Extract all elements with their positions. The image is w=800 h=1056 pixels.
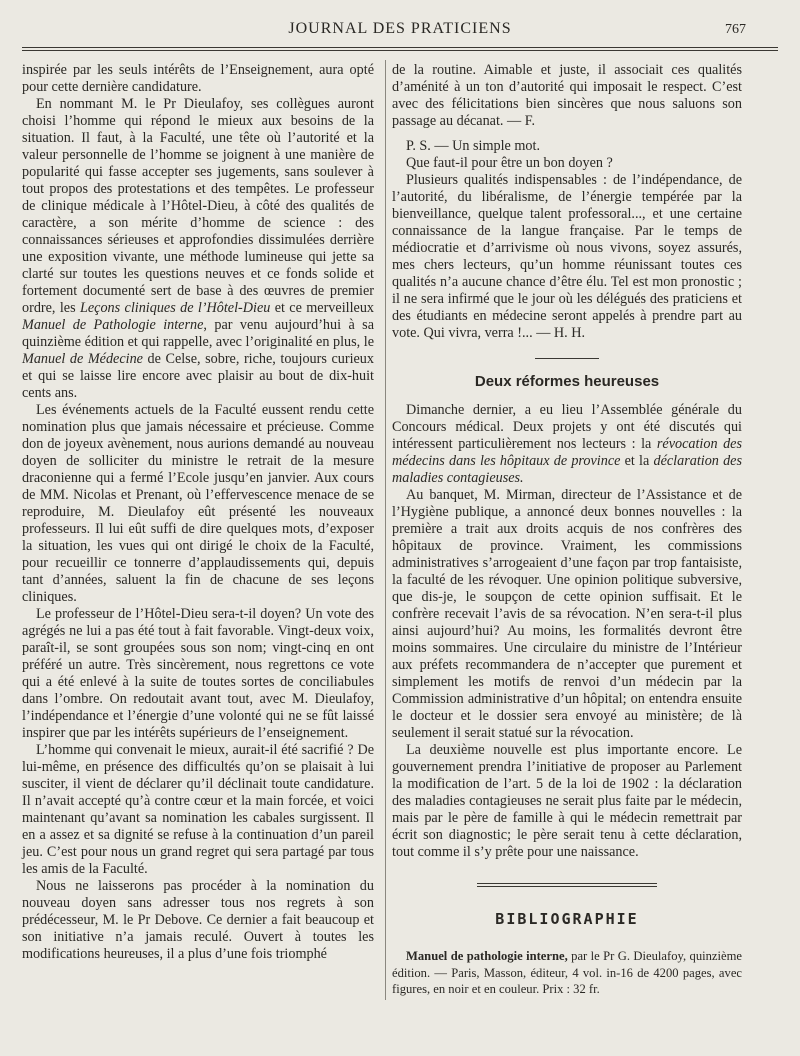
journal-title: JOURNAL DES PRATICIENS: [288, 20, 512, 37]
paragraph: La deuxième nouvelle est plus importante encore. Le gouvernement prendra l’initiative de proposer au Parlement la modification de l’art. 5 de la loi de 1902 : la déclaration des maladies contagieuses ne serait plus faite par le médecin, mais par le père de famille à qui le médecin remettrait par écrit son diagnostic; le père serait tenu à cette déclaration, tout comme il s’y prête pour une naissance.: [392, 742, 742, 860]
bibliography-entry: Manuel de pathologie interne, par le Pr G. Dieulafoy, quinzième édition. — Paris, Masson, éditeur, 4 vol. in-16 de 4200 pages, avec figures, en noir et en couleur. Prix : 32 fr.: [392, 949, 742, 996]
section-title: Deux réformes heureuses: [474, 373, 660, 390]
paragraph: Au banquet, M. Mirman, directeur de l’Assistance et de l’Hygiène publique, a annoncé deux bonnes nouvelles : la première a trait aux droits acquis de nos confrères des hôpitaux de province. Vraiment, les commissions administratives s’arrogeaient d’une façon par trop fantaisiste, la faculté de les révoquer. Une opinion politique subversive, que dis-je, le soupçon de cette opinion suffisait. Et le confrère recevait l’avis de sa révocation. N’en sera-t-il plus ainsi aujourd’hui? Au moins, les formalités devront être moins sommaires. Une circulaire du ministre de l’Intérieur aux préfets recommandera de n’accepter que purement et simplement les motifs de renvoi d’un médecin par la Commission administrative d’un hôpital; on entendra ensuite le docteur et le dossier sera envoyé au ministère; de là seulement il serait statué sur la révocation.: [392, 487, 742, 741]
paragraph: Nous ne laisserons pas procéder à la nomination du nouveau doyen sans adresser tous nos regrets à son prédécesseur, M. le Pr Debove. Ce dernier a fait beaucoup et son initiative n’a jamais reculé. Ouvert à toutes les modifications heureuses, il a plus d’une fois triomphé: [22, 878, 374, 962]
right-column: [392, 62, 742, 998]
header-rule-double: [22, 50, 778, 51]
ps-line: Que faut-il pour être un bon doyen ?: [406, 155, 613, 171]
paragraph: L’homme qui convenait le mieux, aurait-il été sacrifié ? De lui-même, en présence des difficultés qu’on se plaisait à lui susciter, il vient de déclarer qu’il déclinait toute candidature. Il n’avait accepté qu’à contre cœur et la main forcée, et voici maintenant qu’avant sa nomination les cabales surgissent. Il en a assez et sa dignité se refuse à la continuation d’un pareil jeu. C’est pour nous un grand regret qui sera partagé par tous les amis de la Faculté.: [22, 742, 374, 877]
bibliography-title: BIBLIOGRAPHIE: [495, 910, 639, 928]
paragraph: En nommant M. le Pr Dieulafoy, ses collègues auront choisi l’homme qui répond le mieux aux besoins de la situation. Il faut, à la Faculté, une tête où l’autorité et la valeur personnelle de l’homme se joignent à une manière de popularité qui fasse accepter ses jugements, sans soulever à tout propos des protestations et des tempêtes. Le professeur de clinique médicale à l’Hôtel-Dieu, à côté des qualités de caractère, a son mérite d’homme de science : des connaissances sérieuses et approfondies dissimulées derrière une exposition vivante, une méthode lumineuse qui jette sa clarté sur toutes les questions neuves et ce fonds solide et fortement documenté sert de base à des œuvres de premier ordre, les Leçons cliniques de l’Hôtel-Dieu et ce merveilleux Manuel de Pathologie interne, par venu aujourd’hui à sa quinzième édition et qui rappelle, avec l’originalité en plus, le Manuel de Médecine de Celse, sobre, riche, toujours curieux et qui se laisse lire encore avec plaisir au bout de dix-huit cents ans.: [22, 96, 375, 401]
page-number: 767: [725, 22, 746, 37]
paragraph: de la routine. Aimable et juste, il associait ces qualités d’aménité à un ton d’autorité qui imposait le respect. C’est avec des félicitations bien sincères que nous saluons son passage au décanat. — F.: [392, 62, 742, 129]
ps-line: P. S. — Un simple mot.: [406, 138, 541, 154]
paragraph: Les événements actuels de la Faculté eussent rendu cette nomination plus que jamais nécessaire et précieuse. Comme don de joyeux avènement, nous aurions demandé au nouveau doyen de solliciter du ministre le retrait de la mesure draconienne qui a fermé l’Ecole jusqu’en janvier. Aux cours de MM. Nicolas et Prenant, où l’effervescence menace de se reproduire, M. Dieulafoy eût présenté les nouveaux professeurs. Il lui eût suffi de dire quelques mots, d’exposer la situation, les vues qui ont dirigé le choix de la Faculté, pour recueillir ce tonnerre d’applaudissements qui, depuis tant d’années, saluent la fin de chacune de ses leçons cliniques.: [22, 402, 374, 605]
bibliography-rule-double: [477, 886, 657, 887]
paragraph: Le professeur de l’Hôtel-Dieu sera-t-il doyen? Un vote des agrégés ne lui a pas été tout à fait favorable. Vingt-deux voix, paraît-il, se sont groupées sous son nom; vingt-cinq en ont préféré un autre. Très sincèrement, nous regrettons ce vote qui a été enlevé à la suite de toutes sortes de conciliabules dans l’ombre. On redoutait avant tout, avec M. Dieulafoy, l’indépendance et l’énergie d’une volonté qui ne se fût laissé inspirer que par les intérêts supérieurs de l’enseignement.: [22, 606, 374, 741]
left-column: [22, 62, 374, 963]
paragraph: Plusieurs qualités indispensables : de l’indépendance, de l’autorité, du libéralisme, de l’énergie tempérée par la bienveillance, quelque talent professoral..., et une certaine connaissance de la langue française. Par le temps de médiocratie et d’arrivisme où nous vivons, soyez assurés, mes chers lecteurs, qu’un homme réunissant toutes ces qualités n’a aucune chance d’être élu. Tel est mon pronostic ; il ne sera infirmé que le jour où les délégués des praticiens et des étudiants en médecine seront appelés à prendre part au vote. Qui vivra, verra !... — H. H.: [392, 172, 742, 341]
paragraph: inspirée par les seuls intérêts de l’Enseignement, aura opté pour cette dernière candidature.: [22, 62, 374, 95]
paragraph: Dimanche dernier, a eu lieu l’Assemblée générale du Concours médical. Deux projets y ont été discutés qui intéressent particulièrement nos lecteurs : la révocation des médecins dans les hôpitaux de province et la déclaration des maladies contagieuses.: [392, 402, 742, 486]
section-separator: [535, 358, 599, 359]
header-rule: [22, 47, 778, 48]
bibliography-rule: [477, 883, 657, 884]
column-divider: [385, 60, 386, 1000]
